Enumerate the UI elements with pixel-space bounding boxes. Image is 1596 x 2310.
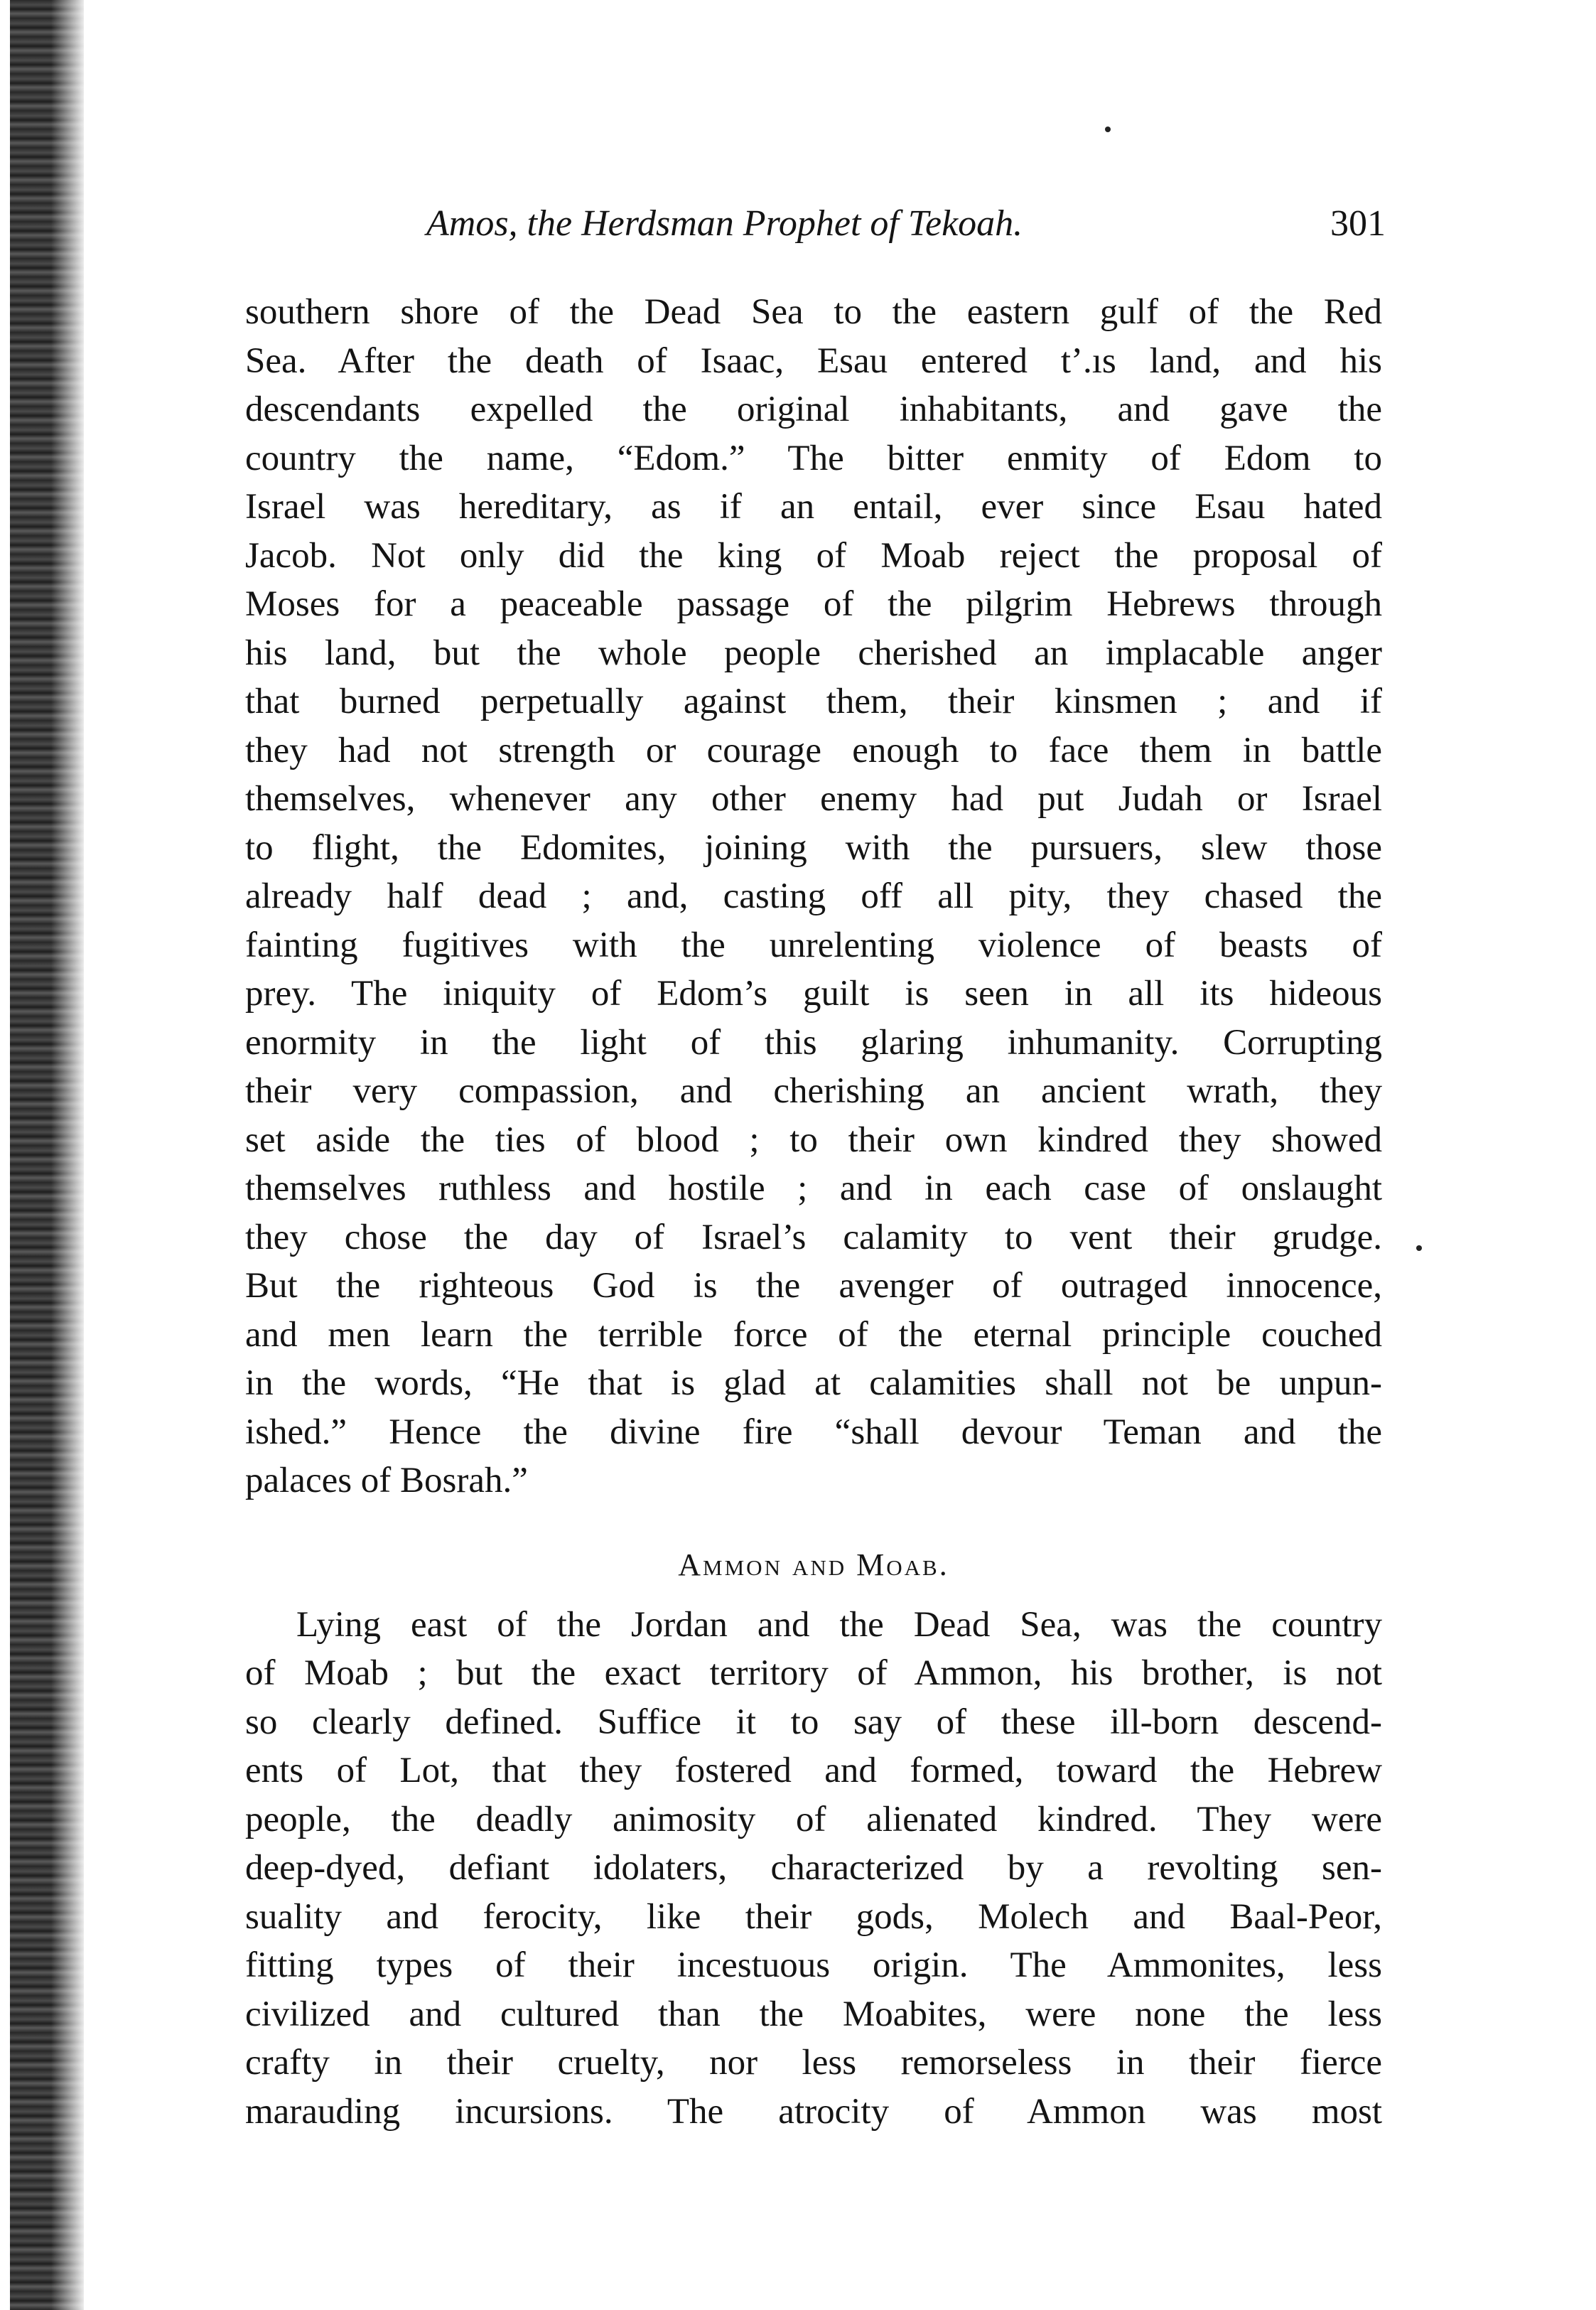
text-line: fitting types of their incestuous origin. The Ammonites, less bbox=[245, 1945, 1382, 1985]
text-line: suality and ferocity, like their gods, Molech and Baal-Peor, bbox=[245, 1896, 1382, 1937]
text-line: southern shore of the Dead Sea to the eastern gulf of the Red bbox=[245, 292, 1382, 332]
text-line: set aside the ties of blood ; to their own kindred they showed bbox=[245, 1119, 1382, 1160]
text-line: themselves, whenever any other enemy had put Judah or Israel bbox=[245, 779, 1382, 819]
text-line: Israel was hereditary, as if an entail, ever since Esau hated bbox=[245, 487, 1382, 527]
text-line: Sea. After the death of Isaac, Esau entered t’.ıs land, and his bbox=[245, 340, 1382, 381]
book-binding-edge bbox=[0, 0, 84, 2310]
body-text bbox=[245, 288, 1382, 2136]
text-line: already half dead ; and, casting off all pity, they chased the bbox=[245, 876, 1382, 916]
text-line: fainting fugitives with the unrelenting violence of beasts of bbox=[245, 925, 1382, 965]
text-line: ished.” Hence the divine fire “shall devour Teman and the bbox=[245, 1412, 1382, 1452]
ink-speck bbox=[1416, 1245, 1422, 1251]
page-number: 301 bbox=[1330, 203, 1386, 244]
text-line: crafty in their cruelty, nor less remorseless in their fierce bbox=[245, 2043, 1382, 2083]
text-line: But the righteous God is the avenger of outraged innocence, bbox=[245, 1266, 1382, 1306]
text-line: they had not strength or courage enough to face them in battle bbox=[245, 730, 1382, 770]
section-heading: Ammon and Moab. bbox=[678, 1547, 949, 1582]
text-line: Lying east of the Jordan and the Dead Sea, was the country bbox=[296, 1604, 1382, 1645]
text-line: themselves ruthless and hostile ; and in each case of onslaught bbox=[245, 1169, 1382, 1208]
running-title: Amos, the Herdsman Prophet of Tekoah. bbox=[426, 203, 1023, 244]
ink-speck bbox=[1105, 127, 1111, 132]
page-margin-strip bbox=[0, 0, 10, 2310]
text-line: deep-dyed, defiant idolaters, characterized by a revolting sen- bbox=[245, 1848, 1382, 1888]
text-line: palaces of Bosrah.” bbox=[245, 1461, 528, 1500]
text-line: their very compassion, and cherishing an ancient wrath, they bbox=[245, 1071, 1382, 1111]
text-line: in the words, “He that is glad at calamities shall not be unpun- bbox=[245, 1363, 1382, 1403]
text-line: his land, but the whole people cherished an implacable anger bbox=[245, 633, 1382, 673]
text-line: and men learn the terrible force of the eternal principle couched bbox=[245, 1314, 1382, 1355]
running-head bbox=[242, 195, 1386, 252]
text-line: enormity in the light of this glaring inhumanity. Corrupting bbox=[245, 1022, 1382, 1063]
text-line: civilized and cultured than the Moabites, were none the less bbox=[245, 1994, 1382, 2034]
text-line: so clearly defined. Suffice it to say of these ill-born descend- bbox=[245, 1702, 1382, 1742]
text-line: Jacob. Not only did the king of Moab reject the proposal of bbox=[245, 535, 1382, 576]
text-line: country the name, “Edom.” The bitter enmity of Edom to bbox=[245, 438, 1382, 478]
text-line: of Moab ; but the exact territory of Ammon, his brother, is not bbox=[245, 1653, 1382, 1693]
text-line: people, the deadly animosity of alienated kindred. They were bbox=[245, 1799, 1382, 1839]
text-line: marauding incursions. The atrocity of Ammon was most bbox=[245, 2091, 1382, 2132]
text-line: prey. The iniquity of Edom’s guilt is seen in all its hideous bbox=[245, 974, 1382, 1014]
text-line: Moses for a peaceable passage of the pilgrim Hebrews through bbox=[245, 584, 1382, 624]
text-line: ents of Lot, that they fostered and formed, toward the Hebrew bbox=[245, 1751, 1382, 1790]
text-line: they chose the day of Israel’s calamity to vent their grudge. bbox=[245, 1217, 1382, 1257]
text-line: to flight, the Edomites, joining with the pursuers, slew those bbox=[245, 827, 1382, 868]
text-line: that burned perpetually against them, their kinsmen ; and if bbox=[245, 682, 1382, 721]
text-line: descendants expelled the original inhabitants, and gave the bbox=[245, 390, 1382, 429]
